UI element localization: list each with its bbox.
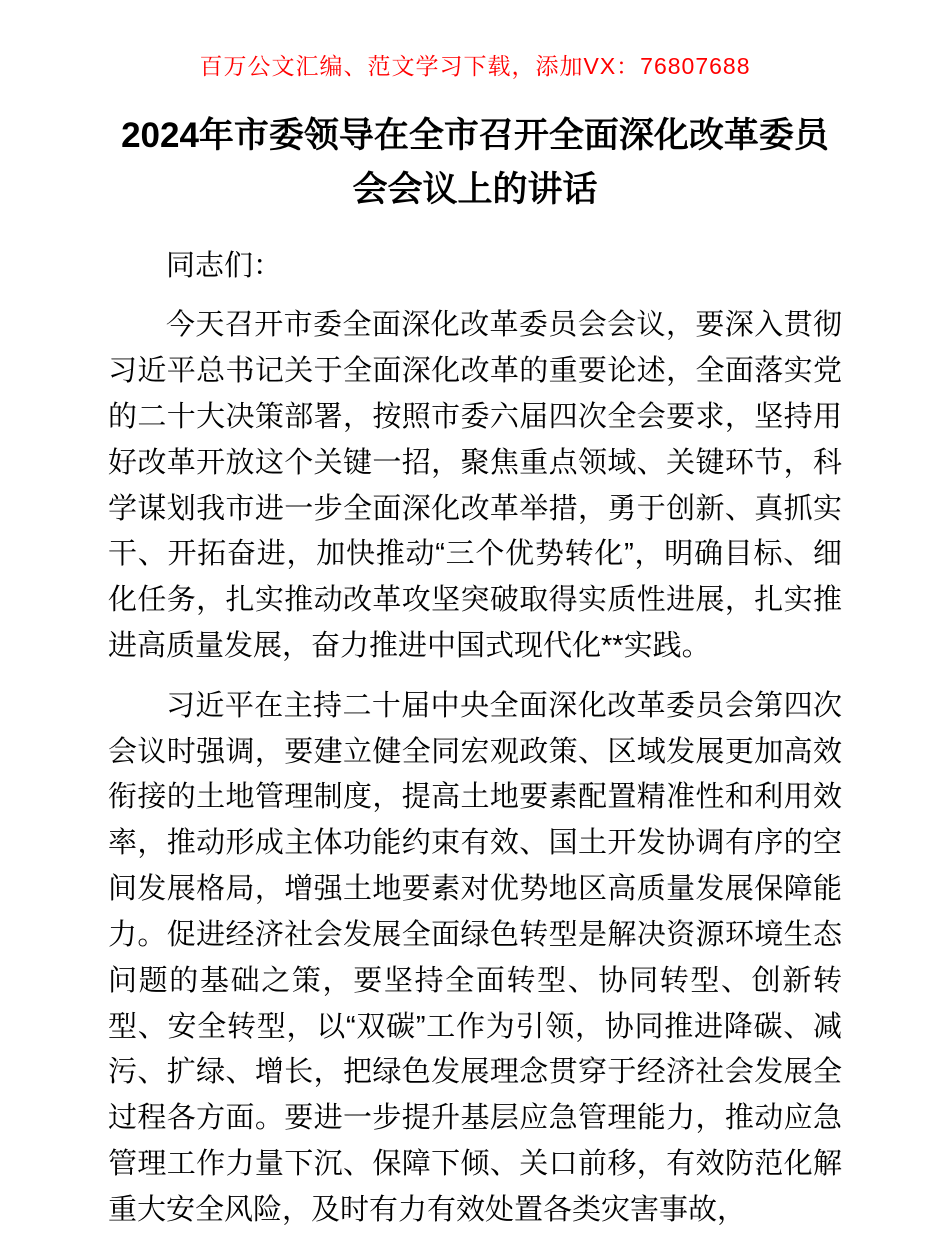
body-paragraph-1: 今天召开市委全面深化改革委员会会议，要深入贯彻习近平总书记关于全面深化改革的重要论述，全面落实党的二十大决策部署，按照市委六届四次全会要求，坚持用好改革开放这个关键一招，聚焦重点领域、关键环节，科学谋划我市进一步全面深化改革举措，勇于创新、真抓实干、开拓奋进，加快推动“三个优势转化”，明确目标、细化任务，扎实推动改革攻坚突破取得实质性进展，扎实推进高质量发展，奋力推进中国式现代化**实践。 [108, 309, 842, 662]
salutation-paragraph: 同志们： [166, 249, 283, 282]
body-paragraph-2: 习近平在主持二十届中央全面深化改革委员会第四次会议时强调，要建立健全同宏观政策、区域发展更加高效衔接的土地管理制度，提高土地要素配置精准性和利用效率，推动形成主体功能约束有效、国土开发协调有序的空间发展格局，增强土地要素对优势地区高质量发展保障能力。促进经济社会发展全面绿色转型是解决资源环境生态问题的基础之策，要坚持全面转型、协同转型、创新转型、安全转型，以“双碳”工作为引领，协同推进降碳、减污、扩绿、增长，把绿色发展理念贯穿于经济社会发展全过程各方面。要进一步提升基层应急管理能力，推动应急管理工作力量下沉、保障下倾、关口前移，有效防范化解重大安全风险，及时有力有效处置各类灾害事故， [108, 689, 842, 1226]
promo-banner-text: 百万公文汇编、范文学习下载，添加VX：76807688 [199, 53, 751, 79]
document-body [108, 244, 842, 1234]
document-title: 2024年市委领导在全市召开全面深化改革委员会会议上的讲话 [121, 116, 829, 210]
